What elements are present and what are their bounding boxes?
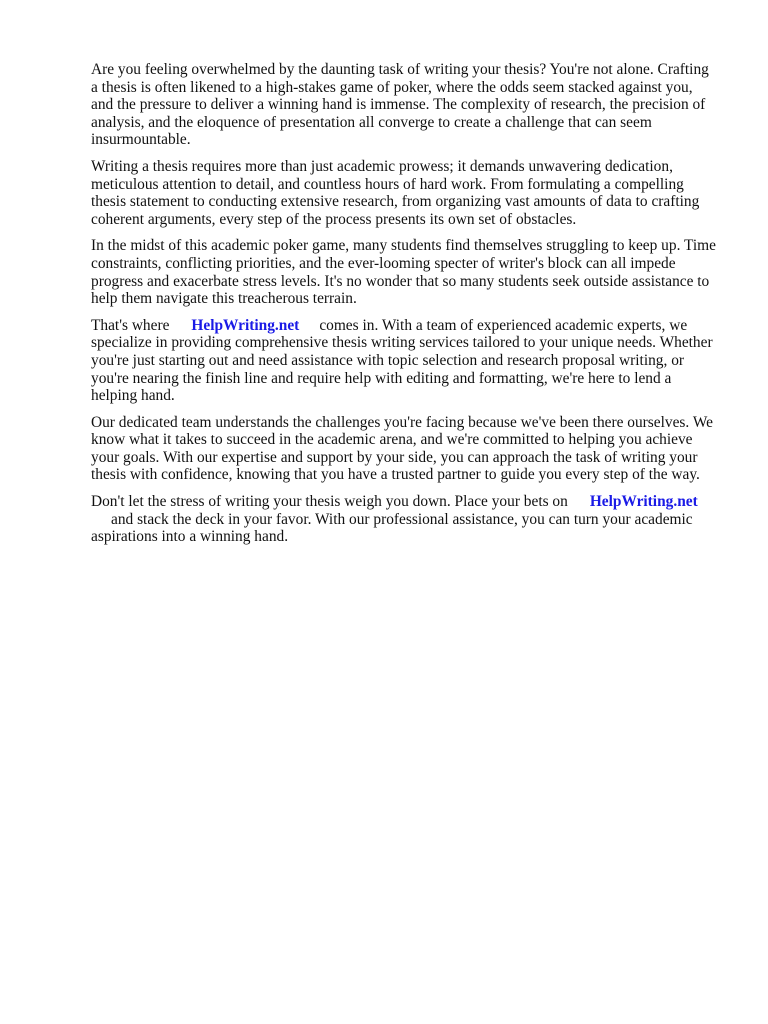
paragraph-requirements: Writing a thesis requires more than just academic prowess; it demands unwavering dedication, meticulous attention to detail, and countless hours of hard work. From formulating a compelling thesis statement to conducting extensive research, from organizing vast amounts of data to crafting coherent arguments, every step of the process presents its own set of obstacles. (91, 157, 700, 228)
helpwriting-link-closing[interactable]: HelpWriting.net (589, 493, 698, 511)
paragraph-service-lead: That's where (91, 316, 170, 334)
paragraph-team: Our dedicated team understands the challenges you're facing because we've been there ourselves. We know what it takes to succeed in the academic arena, and we're committed to helping you achieve your goals. With our expertise and support by your side, you can approach the task of writing your thesis with confidence, knowing that you have a trusted partner to guide you every step of the way. (91, 413, 713, 484)
helpwriting-link[interactable]: HelpWriting.net (191, 316, 300, 334)
paragraph-struggle: In the midst of this academic poker game, many students find themselves struggling to keep up. Time constraints, conflicting priorities, and the ever-looming specter of writer's block can all impede progress and exacerbate stress levels. It's no wonder that so many students seek outside assistance to help them navigate this treacherous terrain. (91, 237, 716, 308)
document-page (91, 61, 723, 555)
paragraph-closing-rest: and stack the deck in your favor. With our professional assistance, you can turn your academic aspirations into a winning hand. (91, 510, 693, 546)
paragraph-service (91, 317, 723, 405)
paragraph-closing-lead: Don't let the stress of writing your thesis weigh you down. Place your bets on (91, 493, 568, 511)
paragraph-intro: Are you feeling overwhelmed by the daunting task of writing your thesis? You're not alone. Crafting a thesis is often likened to a high-stakes game of poker, where the odds seem stacked against you, and the pressure to deliver a winning hand is immense. The complexity of research, the precision of analysis, and the eloquence of presentation all converge to create a challenge that can seem insurmountable. (91, 61, 709, 149)
paragraph-closing (91, 493, 723, 546)
paragraph-service-rest: comes in. With a team of experienced academic experts, we specialize in providing comprehensive thesis writing services tailored to your unique needs. Whether you're just starting out and need assistance with topic selection and research proposal writing, or you're nearing the finish line and require help with editing and formatting, we're here to lend a helping hand. (91, 316, 713, 405)
